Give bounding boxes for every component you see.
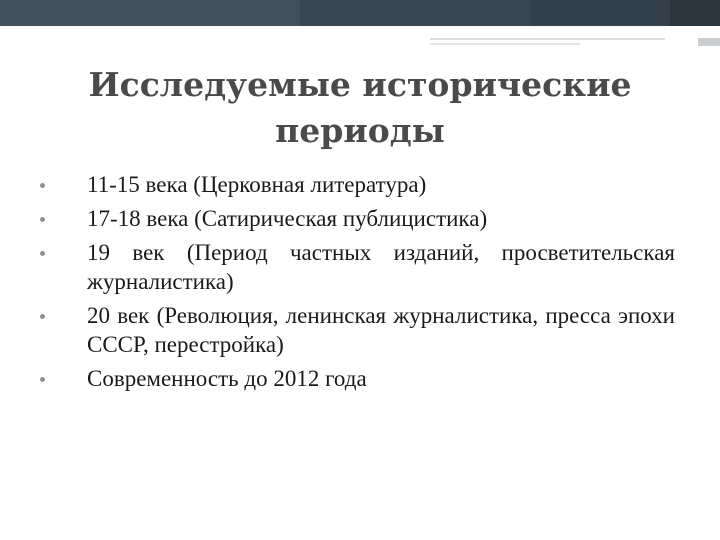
slide-title: Исследуемые исторические периоды xyxy=(88,65,632,150)
header-band xyxy=(530,0,670,26)
header-band xyxy=(670,0,720,26)
header-band xyxy=(0,0,300,26)
bullet-text: 11-15 века (Церковная литература) xyxy=(87,172,427,197)
header-bar xyxy=(0,0,720,26)
decorative-line xyxy=(430,43,580,45)
bullet-dot-icon xyxy=(40,314,45,319)
bullet-dot-icon xyxy=(40,377,45,382)
bullet-dot-icon xyxy=(40,251,45,256)
bullet-text: 19 век (Период частных изданий, просветительская журналистика) xyxy=(87,240,675,294)
bullet-item xyxy=(40,301,675,359)
bullet-item xyxy=(40,204,675,233)
bullet-item xyxy=(40,170,675,199)
bullet-text: Современность до 2012 года xyxy=(87,366,367,391)
decorative-line xyxy=(698,38,720,46)
decorative-line xyxy=(430,38,665,40)
bullet-item xyxy=(40,238,675,296)
bullet-text: 20 век (Революция, ленинская журналистика, пресса эпохи СССР, перестройка) xyxy=(87,303,675,357)
bullet-dot-icon xyxy=(40,217,45,222)
header-band xyxy=(300,0,530,26)
bullet-list xyxy=(40,170,675,398)
bullet-text: 17-18 века (Сатирическая публицистика) xyxy=(87,206,488,231)
bullet-dot-icon xyxy=(40,183,45,188)
bullet-item xyxy=(40,364,675,393)
